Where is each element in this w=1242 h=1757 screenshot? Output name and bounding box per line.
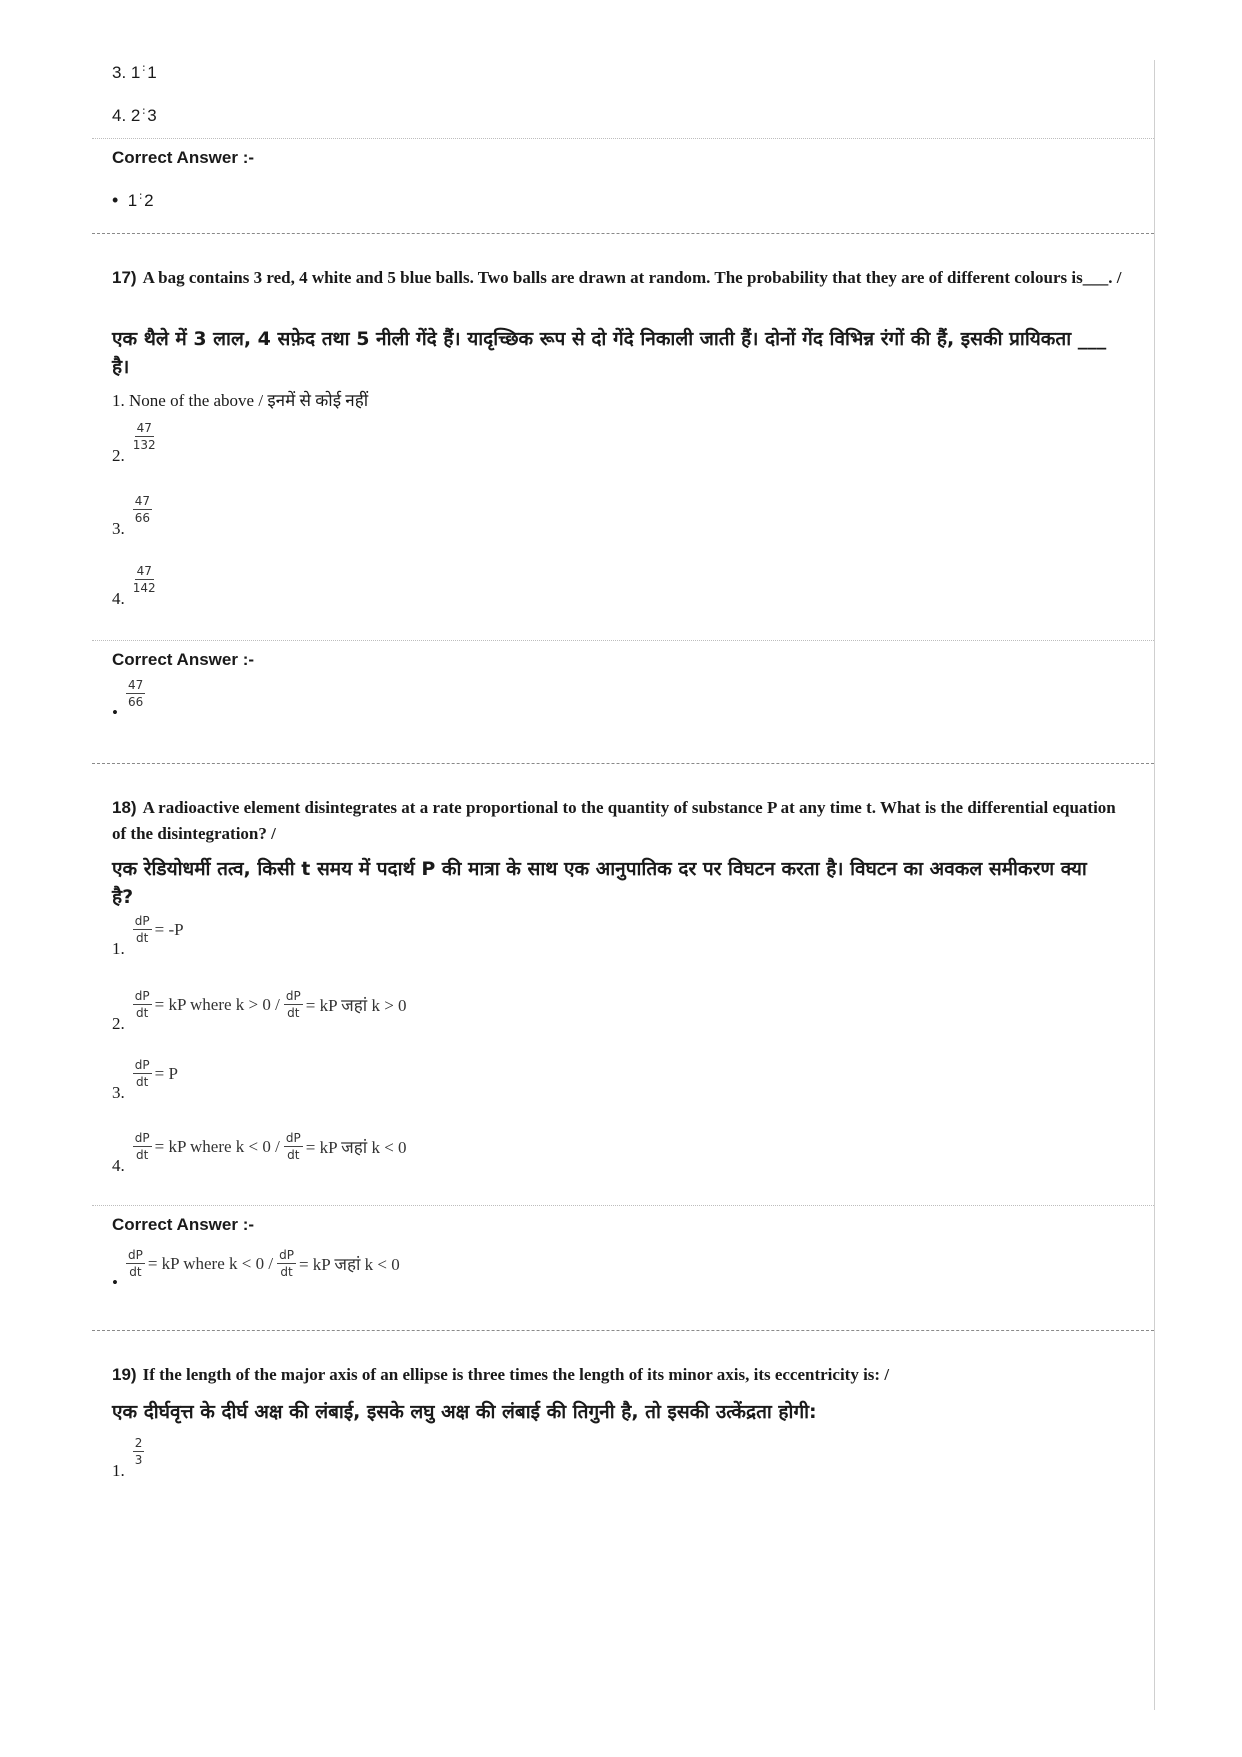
fraction: $\frac{47}{142}$: [132, 564, 156, 595]
derivative-dp-dt: $\frac{dP}{dt}$: [134, 914, 150, 945]
question-paper-page: [92, 60, 1155, 1710]
q16-option-3: 3. 1 ∶ 1: [112, 63, 157, 82]
q18-option-2: 2. $\frac{dP}{dt}$ = kP where k > 0 / $\frac{dP}{dt}$ = kP जहां k > 0: [112, 989, 407, 1033]
q18-option-1: 1. $\frac{dP}{dt}$ = -P: [112, 914, 184, 958]
derivative-dp-dt: $\frac{dP}{dt}$: [134, 1058, 150, 1089]
q17-correct-answer: • $\frac{47}{66}$: [112, 678, 144, 722]
equation: $\frac{dP}{dt}$ = -P: [134, 914, 184, 945]
q18-text-en: 18) A radioactive element disintegrates at a rate proportional to the quantity of substance P at any time t. What is the differential equation of the disintegration? /: [112, 798, 1116, 843]
equation: $\frac{dP}{dt}$ = P: [134, 1058, 178, 1089]
q16-option-4: 4. 2 ∶ 3: [112, 106, 157, 125]
q17-option-1: 1. None of the above / इनमें से कोई नहीं: [112, 391, 369, 410]
q16-correct-answer-label: Correct Answer :-: [112, 148, 255, 167]
question-separator: [92, 1330, 1154, 1331]
derivative-dp-dt: $\frac{dP}{dt}$: [134, 1131, 150, 1162]
q19-text-en: 19) If the length of the major axis of an ellipse is three times the length of its minor axis, its eccentricity is: /: [112, 1365, 890, 1384]
derivative-dp-dt: $\frac{dP}{dt}$: [285, 989, 301, 1020]
q17-option-2: 2. $\frac{47}{132}$: [112, 421, 156, 465]
q19-option-1: 1. $\frac{2}{3}$: [112, 1436, 143, 1480]
q18-correct-answer-label: Correct Answer :-: [112, 1215, 255, 1234]
q19-text-hi: एक दीर्घवृत्त के दीर्घ अक्ष की लंबाई, इसके लघु अक्ष की लंबाई की तिगुनी है, तो इसकी उत्केंद्रता होगी:: [112, 1401, 817, 1423]
q16-correct-answer: • 1 ∶ 2: [112, 190, 154, 210]
q17-text-hi: एक थैले में 3 लाल, 4 सफ़ेद तथा 5 नीली गेंदे हैं। यादृच्छिक रूप से दो गेंदे निकाली जाती हैं। दोनों गेंद विभिन्न रंगों की हैं, इसकी प्रायिकता ___ है।: [112, 328, 1107, 378]
equation: $\frac{dP}{dt}$ = kP where k > 0 / $\frac{dP}{dt}$ = kP जहां k > 0: [134, 989, 407, 1020]
q18-option-4: 4. $\frac{dP}{dt}$ = kP where k < 0 / $\frac{dP}{dt}$ = kP जहां k < 0: [112, 1131, 407, 1175]
question-separator: [92, 233, 1154, 234]
fraction: $\frac{47}{66}$: [127, 678, 144, 709]
divider: [92, 1205, 1154, 1206]
derivative-dp-dt: $\frac{dP}{dt}$: [134, 989, 150, 1020]
q17-text-en: 17) A bag contains 3 red, 4 white and 5 blue balls. Two balls are drawn at random. The probability that they are of different colours is___. /: [112, 268, 1122, 287]
equation: $\frac{dP}{dt}$ = kP where k < 0 / $\frac{dP}{dt}$ = kP जहां k < 0: [134, 1131, 407, 1162]
derivative-dp-dt: $\frac{dP}{dt}$: [127, 1248, 143, 1279]
fraction: $\frac{47}{132}$: [132, 421, 156, 452]
q18-correct-answer: • $\frac{dP}{dt}$ = kP where k < 0 / $\frac{dP}{dt}$ = kP जहां k < 0: [112, 1248, 400, 1292]
question-separator: [92, 763, 1154, 764]
q17-option-4: 4. $\frac{47}{142}$: [112, 564, 156, 608]
divider: [92, 640, 1154, 641]
equation: $\frac{dP}{dt}$ = kP where k < 0 / $\frac{dP}{dt}$ = kP जहां k < 0: [127, 1248, 400, 1279]
q17-correct-answer-label: Correct Answer :-: [112, 650, 255, 669]
fraction: $\frac{47}{66}$: [134, 494, 151, 525]
q18-text-hi: एक रेडियोधर्मी तत्व, किसी t समय में पदार्थ P की मात्रा के साथ एक आनुपातिक दर पर विघटन करता है। विघटन का अवकल समीकरण क्या है?: [112, 858, 1087, 908]
fraction: $\frac{2}{3}$: [134, 1436, 143, 1467]
divider: [92, 138, 1154, 139]
derivative-dp-dt: $\frac{dP}{dt}$: [285, 1131, 301, 1162]
q18-option-3: 3. $\frac{dP}{dt}$ = P: [112, 1058, 178, 1102]
q17-option-3: 3. $\frac{47}{66}$: [112, 494, 151, 538]
derivative-dp-dt: $\frac{dP}{dt}$: [279, 1248, 294, 1279]
